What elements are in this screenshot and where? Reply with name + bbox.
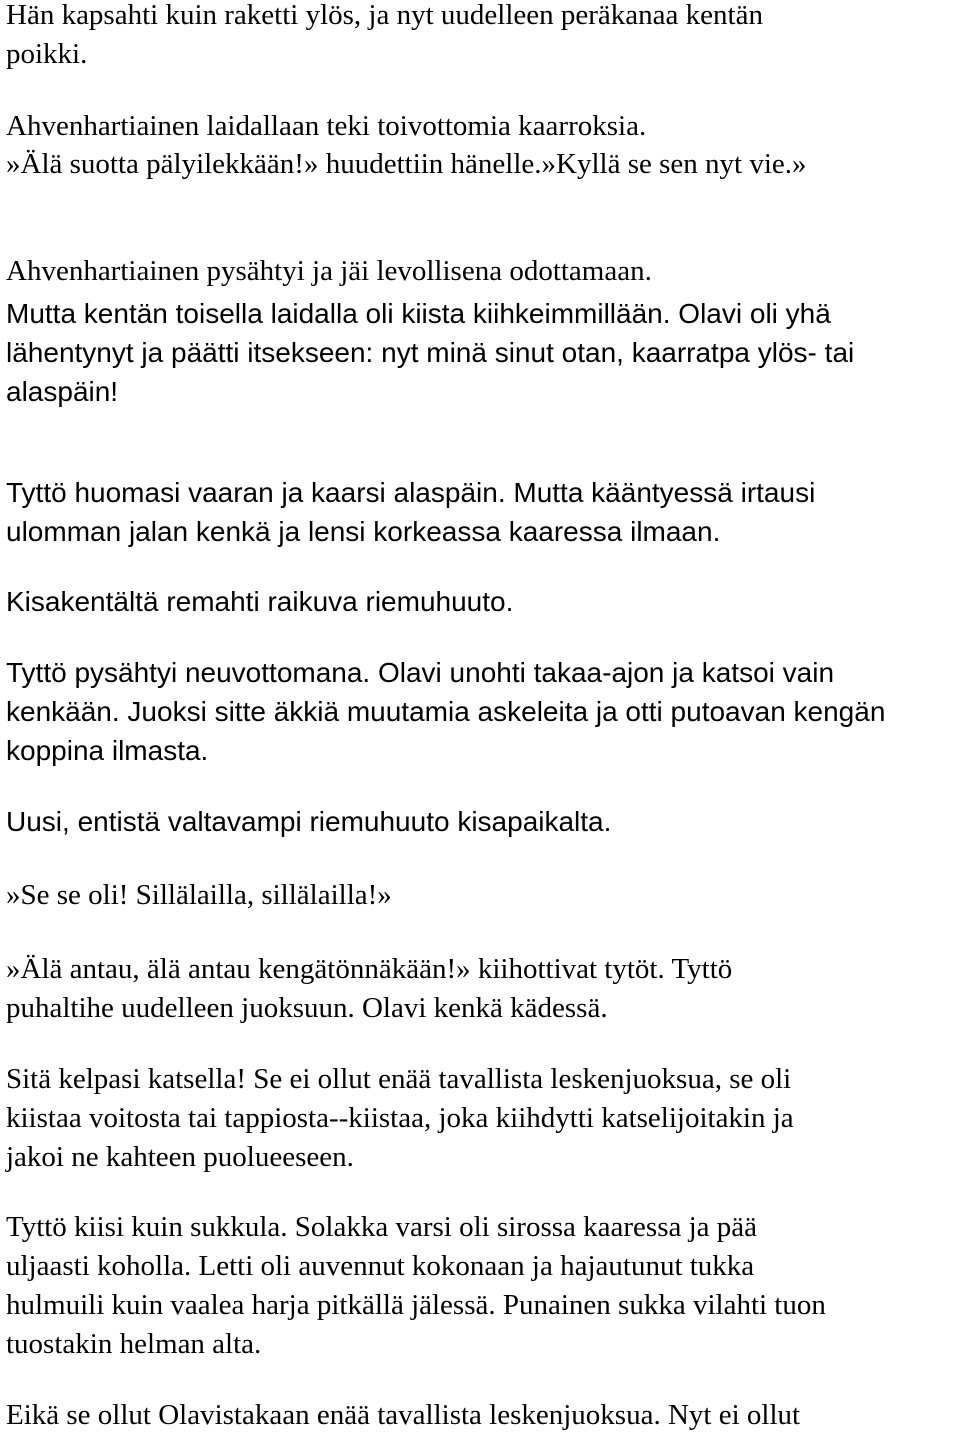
paragraph-line: Kisakentältä remahti raikuva riemuhuuto.	[6, 586, 514, 617]
paragraph-line: hulmuili kuin vaalea harja pitkällä jälessä. Punainen sukka vilahti tuon	[6, 1289, 826, 1321]
paragraph-13	[6, 1208, 958, 1364]
paragraph-4	[6, 252, 958, 291]
paragraph-line: Hän kapsahti kuin raketti ylös, ja nyt uudelleen peräkanaa kentän	[6, 0, 763, 31]
paragraph-5	[6, 294, 958, 411]
paragraph-line: Eikä se ollut Olavistakaan enää tavallista leskenjuoksua. Nyt ei ollut	[6, 1399, 801, 1431]
paragraph-9	[6, 802, 958, 841]
paragraph-3	[6, 145, 958, 184]
paragraph-line: Mutta kentän toisella laidalla oli kiista kiihkeimmillään. Olavi oli yhä	[6, 298, 831, 329]
paragraph-line: Tyttö huomasi vaaran ja kaarsi alaspäin. Mutta kääntyessä irtausi	[6, 477, 816, 508]
paragraph-6	[6, 473, 958, 551]
paragraph-line: kiistaa voitosta tai tappiosta--kiistaa, joka kiihdytti katselijoitakin ja	[6, 1102, 794, 1134]
paragraph-line: Ahvenhartiainen pysähtyi ja jäi levollisena odottamaan.	[6, 255, 652, 287]
paragraph-line: tuostakin helman alta.	[6, 1328, 262, 1360]
paragraph-line: Tyttö pysähtyi neuvottomana. Olavi unohti takaa-ajon ja katsoi vain	[6, 657, 835, 688]
paragraph-line: »Se se oli! Sillälailla, sillälailla!»	[6, 879, 392, 911]
paragraph-line: ulomman jalan kenkä ja lensi korkeassa kaaressa ilmaan.	[6, 516, 721, 547]
paragraph-line: Sitä kelpasi katsella! Se ei ollut enää tavallista leskenjuoksua, se oli	[6, 1063, 792, 1095]
paragraph-2	[6, 107, 958, 146]
paragraph-10	[6, 876, 958, 915]
paragraph-line: kenkään. Juoksi sitte äkkiä muutamia askeleita ja otti putoavan kengän	[6, 696, 886, 727]
paragraph-7	[6, 582, 958, 621]
paragraph-line: poikki.	[6, 38, 88, 70]
paragraph-line: Tyttö kiisi kuin sukkula. Solakka varsi oli sirossa kaaressa ja pää	[6, 1211, 758, 1243]
paragraph-12	[6, 1060, 958, 1177]
paragraph-line: puhaltihe uudelleen juoksuun. Olavi kenkä kädessä.	[6, 992, 608, 1024]
paragraph-line: lähentynyt ja päätti itsekseen: nyt minä sinut otan, kaarratpa ylös- tai	[6, 337, 855, 368]
paragraph-line: »Älä antau, älä antau kengätönnäkään!» kiihottivat tytöt. Tyttö	[6, 953, 733, 985]
paragraph-line: Uusi, entistä valtavampi riemuhuuto kisapaikalta.	[6, 806, 612, 837]
paragraph-line: koppina ilmasta.	[6, 735, 209, 766]
paragraph-11	[6, 950, 958, 1028]
paragraph-8	[6, 653, 958, 770]
paragraph-1	[6, 0, 958, 74]
paragraph-line: »Älä suotta pälyilekkään!» huudettiin hänelle.»Kyllä se sen nyt vie.»	[6, 148, 807, 180]
paragraph-line: jakoi ne kahteen puolueeseen.	[6, 1141, 354, 1173]
paragraph-line: Ahvenhartiainen laidallaan teki toivottomia kaarroksia.	[6, 110, 647, 142]
paragraph-14	[6, 1396, 958, 1435]
paragraph-line: alaspäin!	[6, 376, 119, 407]
paragraph-line: uljaasti koholla. Letti oli auvennut kokonaan ja hajautunut tukka	[6, 1250, 755, 1282]
